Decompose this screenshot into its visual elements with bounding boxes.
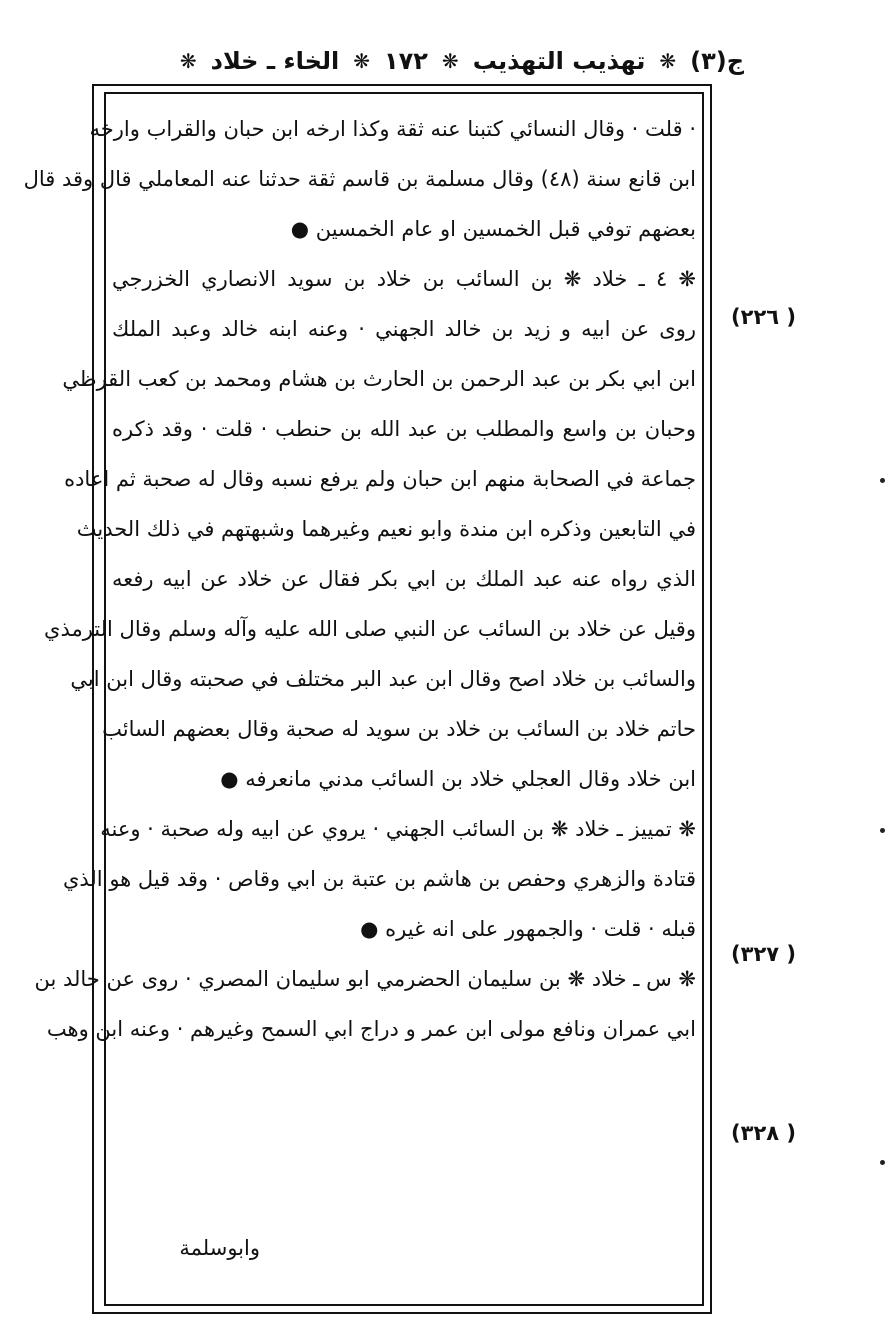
page-number: ١٧٢ [383, 47, 428, 75]
text-line: بعضهم توفي قبل الخمسين او عام الخمسين ● [290, 217, 696, 241]
text-line: حاتم خلاد بن السائب بن خلاد بن سويد له صحبة وقال بعضهم السائب [102, 717, 696, 741]
ornament-icon: ❋ [353, 49, 370, 73]
text-line: ❋ ٤ ـ خلاد ❋ بن السائب بن خلاد بن سويد الانصاري الخزرجي [112, 267, 696, 291]
scan-speck [880, 478, 885, 483]
volume-label: ج(٣) [690, 47, 744, 75]
text-line: وحبان بن واسع والمطلب بن عبد الله بن حنطب · قلت · وقد ذكره [112, 417, 696, 441]
page-body [23, 104, 696, 1264]
book-title: تهذيب التهذيب [472, 47, 646, 75]
text-line: ابن قانع سنة (٤٨) وقال مسلمة بن قاسم ثقة حدثنا عنه المعاملي قال وقد قال [23, 167, 696, 191]
text-line: ❋ س ـ خلاد ❋ بن سليمان الحضرمي ابو سليمان المصري · روى عن خالد بن [34, 967, 696, 991]
scan-speck [880, 1160, 885, 1165]
entry-number: ( ٣٢٨) [731, 1121, 796, 1145]
ornament-icon: ❋ [659, 49, 677, 73]
text-line: قتادة والزهري وحفص بن هاشم بن عتبة بن ابي وقاص · وقد قيل هو الذي [62, 867, 696, 891]
text-line: جماعة في الصحابة منهم ابن حبان ولم يرفع نسبه وقال له صحبة ثم اعاده [64, 467, 696, 491]
text-line: ❋ تمييز ـ خلاد ❋ بن السائب الجهني · يروي عن ابيه وله صحبة · وعنه [100, 817, 696, 841]
text-line: ابن خلاد وقال العجلي خلاد بن السائب مدني مانعرفه ● [220, 767, 696, 791]
text-line: · قلت · وقال النسائي كتبنا عنه ثقة وكذا ارخه ابن حبان والقراب وارخه [89, 117, 696, 141]
text-line: ابن ابي بكر بن عبد الرحمن بن الحارث بن هشام ومحمد بن كعب القرظي [62, 367, 696, 391]
running-header [92, 38, 744, 84]
entry-number: ( ٢٢٦) [731, 305, 796, 329]
entry-number: ( ٣٢٧) [731, 942, 796, 966]
scan-speck [880, 828, 885, 833]
section-label: الخاء ـ خلاد [210, 47, 340, 75]
text-line: وقيل عن خلاد بن السائب عن النبي صلى الله عليه وآله وسلم وقال الترمذي [44, 617, 696, 641]
text-line: قبله · قلت · والجمهور على انه غيره ● [360, 917, 696, 941]
ornament-icon: ❋ [179, 49, 197, 73]
text-line: في التابعين وذكره ابن مندة وابو نعيم وغيرهما وشبهتهم في ذلك الحديث [76, 517, 696, 541]
text-line: والسائب بن خلاد اصح وقال ابن عبد البر مختلف في صحبته وقال ابن ابي [70, 667, 696, 691]
text-line: ابي عمران ونافع مولى ابن عمر و دراج ابي السمح وغيرهم · وعنه ابن وهب [46, 1017, 696, 1041]
catchword: وابوسلمة [179, 1236, 260, 1260]
ornament-icon: ❋ [441, 49, 459, 73]
text-line: روى عن ابيه و زيد بن خالد الجهني · وعنه ابنه خالد وعبد الملك [112, 317, 696, 341]
text-line: الذي رواه عنه عبد الملك بن ابي بكر فقال عن خلاد عن ابيه رفعه [112, 567, 696, 591]
